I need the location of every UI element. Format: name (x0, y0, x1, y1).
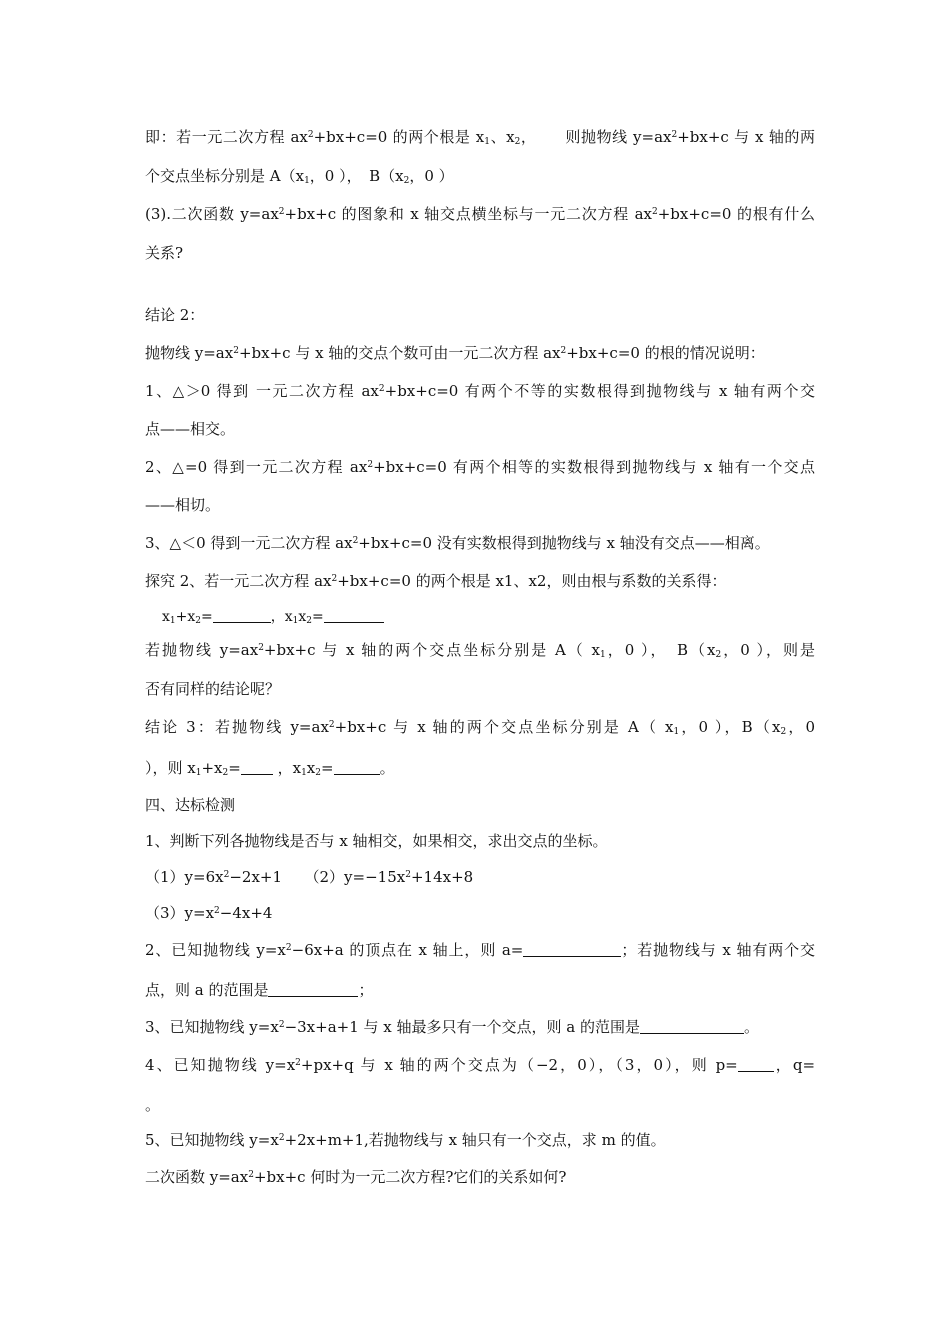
text-line: 5、已知抛物线 $y=x^2+2x+m+1$,若抛物线与 x 轴只有一个交点，求 m 的值。 (145, 1131, 666, 1149)
text-line: 二次函数 $y=ax^2+bx+c$ 何时为一元二次方程?它们的关系如何? (145, 1168, 567, 1186)
text-line: $(1)y=6x^2-2x+1$ $(2)y=-15x^2+14x+8$ (145, 868, 474, 886)
text-line: ），则 $x_1+x_2=$ ，$x_1x_2=$ 。 (145, 759, 395, 778)
answer-blank[interactable] (213, 608, 271, 623)
text-line: (3).二次函数 $y=ax^2+bx+c$ 的图象和 x 轴交点横坐标与一元二次方程 $ax^2+bx+c=0$ 的根有什么 (145, 205, 815, 223)
text-line: 若抛物线 $y=ax^2+bx+c$ 与 x 轴的两个交点坐标分别是 A（ $x_1$，0 ）， $B(x_2$，0 ），则是 (145, 641, 815, 660)
text-line: 1、△＞0 得到 一元二次方程 $ax^2+bx+c=0$ 有两个不等的实数根得到抛物线与 x 轴有两个交 (145, 382, 815, 400)
text-line: 关系? (145, 244, 184, 262)
answer-blank[interactable] (640, 1019, 744, 1034)
text-line: 点——相交。 (145, 420, 236, 438)
text-line: 个交点坐标分别是 $A(x_1$，0 ）， $B(x_2$，0 ） (145, 167, 454, 186)
text-line: 抛物线 $y=ax^2+bx+c$ 与 x 轴的交点个数可由一元二次方程 $ax^2+bx+c=0$ 的根的情况说明： (145, 344, 765, 362)
text-line: 探究 2、若一元二次方程 $ax^2+bx+c=0$ 的两个根是 x1、x2，则由根与系数的关系得： (145, 572, 727, 590)
text-line: 。 (145, 1096, 161, 1114)
text-line: 2、已知抛物线 $y=x^2-6x+a$ 的顶点在 x 轴上，则 a= ；若抛物线与 x 轴有两个交 (145, 941, 815, 959)
section-heading: 结论 2： (145, 306, 205, 324)
text-line: $(3)y=x^2-4x+4$ (145, 904, 273, 922)
text-line: 否有同样的结论呢？ (145, 680, 281, 698)
text-line: 1、判断下列各抛物线是否与 x 轴相交，如果相交，求出交点的坐标。 (145, 832, 608, 850)
formula-line: $x_1+x_2=$ ，$x_1x_2=$ (162, 607, 832, 627)
answer-blank[interactable] (334, 760, 380, 775)
text-line: 4、已知抛物线 $y=x^2+px+q$ 与 x 轴的两个交点为（−2，0），（3，0），则 p= ，q= (145, 1056, 816, 1074)
text-line: 结论 3：若抛物线 $y=ax^2+bx+c$ 与 x 轴的两个交点坐标分别是 A（ $x_1$，0 ），$B(x_2$，0 (145, 718, 816, 737)
text-line: 即：若一元二次方程 $ax^2+bx+c=0$ 的两个根是 $x_1$、$x_2$， 则抛物线 $y=ax^2+bx+c$ 与 x 轴的两 (145, 128, 815, 147)
answer-blank[interactable] (523, 942, 621, 957)
text-line: 3、已知抛物线 $y=x^2-3x+a+1$ 与 x 轴最多只有一个交点，则 a 的范围是 。 (145, 1018, 760, 1036)
text-line: 2、△=0 得到一元二次方程 $ax^2+bx+c=0$ 有两个相等的实数根得到抛物线与 x 轴有一个交点 (145, 458, 815, 476)
text-line: 点，则 a 的范围是 ； (145, 981, 374, 999)
answer-blank[interactable] (268, 982, 358, 997)
section-heading: 四、达标检测 (145, 796, 236, 814)
text-line: 3、△＜0 得到一元二次方程 $ax^2+bx+c=0$ 没有实数根得到抛物线与 x 轴没有交点——相离。 (145, 534, 770, 552)
text-line: ——相切。 (145, 496, 221, 514)
answer-blank[interactable] (241, 760, 273, 775)
answer-blank[interactable] (324, 608, 384, 623)
answer-blank[interactable] (738, 1057, 774, 1072)
